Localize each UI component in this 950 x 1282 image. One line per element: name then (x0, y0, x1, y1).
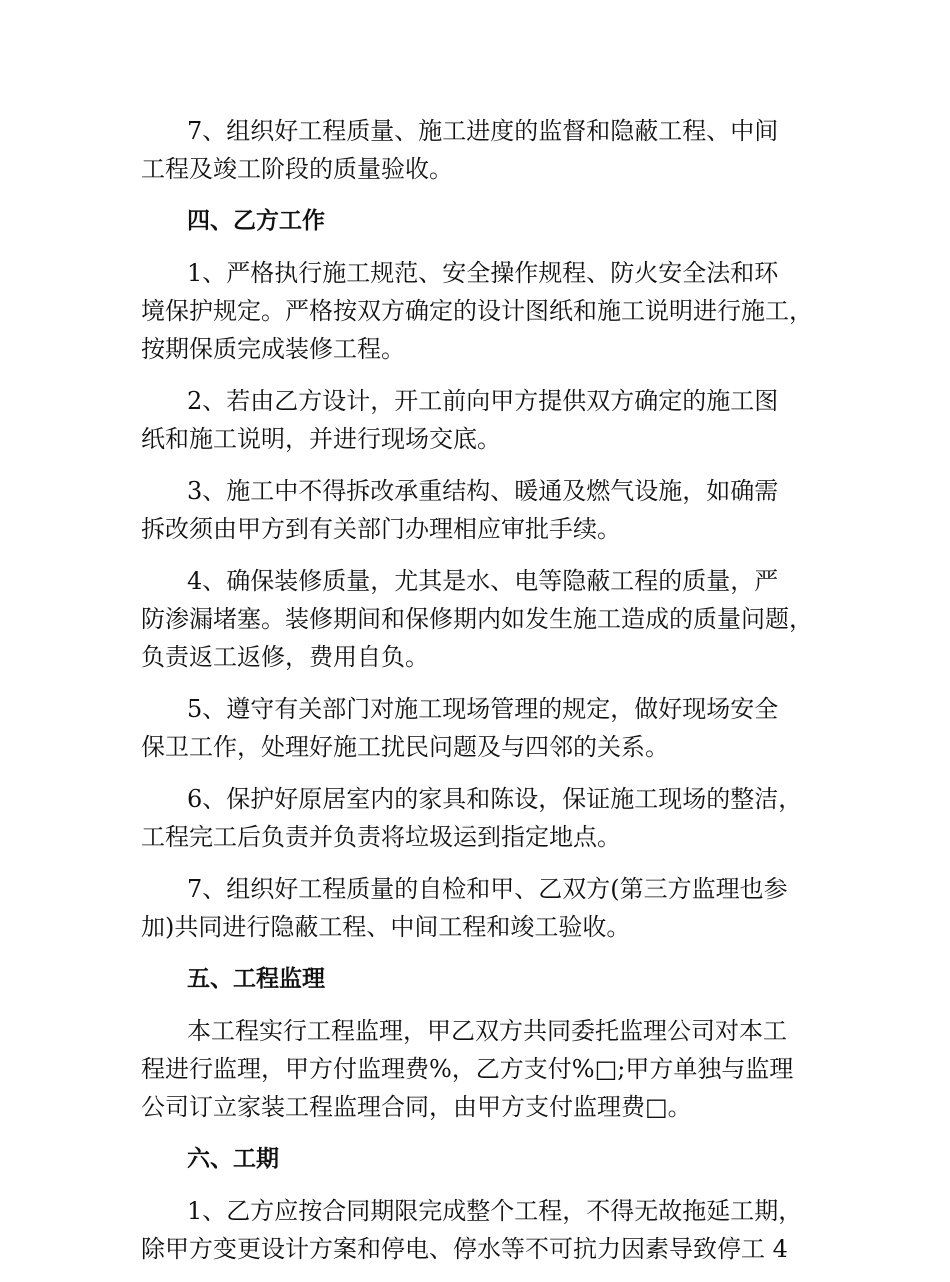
paragraph-1-regulations (141, 254, 831, 368)
text-line: 负责返工返修，费用自负。 (141, 643, 429, 671)
text-line: 境保护规定。严格按双方确定的设计图纸和施工说明进行施工， (141, 297, 813, 325)
paragraph-6-cleanliness (141, 780, 831, 856)
text-line: 5、遵守有关部门对施工现场管理的规定，做好现场安全 (187, 695, 779, 723)
text-line: 除甲方变更设计方案和停电、停水等不可抗力因素导致停工 4 (141, 1235, 788, 1263)
paragraph-1-schedule (141, 1192, 831, 1268)
text-line: 2、若由乙方设计，开工前向甲方提供双方确定的施工图 (187, 387, 779, 415)
section-heading-5: 五、工程监理 (187, 966, 325, 992)
paragraph-7-supervision (141, 112, 831, 188)
paragraph-4-quality (141, 562, 831, 676)
paragraph-3-structure (141, 472, 831, 548)
section-heading-4: 四、乙方工作 (187, 208, 325, 234)
section-heading-6: 六、工期 (187, 1146, 279, 1172)
text-line: 4、确保装修质量，尤其是水、电等隐蔽工程的质量，严 (187, 567, 779, 595)
text-line: 1、乙方应按合同期限完成整个工程，不得无故拖延工期， (187, 1197, 803, 1225)
text-line: 公司订立家装工程监理合同，由甲方支付监理费□。 (141, 1093, 692, 1121)
text-line: 本工程实行工程监理，甲乙双方共同委托监理公司对本工 (187, 1017, 787, 1045)
text-line: 按期保质完成装修工程。 (141, 335, 405, 363)
paragraph-supervision-fee (141, 1012, 831, 1126)
text-line: 程进行监理，甲方付监理费%，乙方支付%□;甲方单独与监理 (141, 1055, 794, 1083)
text-line: 保卫工作，处理好施工扰民问题及与四邻的关系。 (141, 733, 669, 761)
text-line: 纸和施工说明，并进行现场交底。 (141, 425, 501, 453)
text-line: 1、严格执行施工规范、安全操作规程、防火安全法和环 (187, 259, 779, 287)
text-line: 加)共同进行隐蔽工程、中间工程和竣工验收。 (141, 913, 631, 941)
document-body (141, 112, 831, 1282)
text-line: 7、组织好工程质量、施工进度的监督和隐蔽工程、中间 (187, 117, 779, 145)
text-line: 工程及竣工阶段的质量验收。 (141, 155, 453, 183)
text-line: 6、保护好原居室内的家具和陈设，保证施工现场的整洁， (187, 785, 803, 813)
text-line: 拆改须由甲方到有关部门办理相应审批手续。 (141, 515, 621, 543)
text-line: 7、组织好工程质量的自检和甲、乙双方(第三方监理也参 (187, 875, 788, 903)
text-line: 防渗漏堵塞。装修期间和保修期内如发生施工造成的质量问题， (141, 605, 813, 633)
paragraph-5-site-rules (141, 690, 831, 766)
text-line: 工程完工后负责并负责将垃圾运到指定地点。 (141, 823, 621, 851)
text-line: 3、施工中不得拆改承重结构、暖通及燃气设施，如确需 (187, 477, 779, 505)
paragraph-7-inspection (141, 870, 831, 946)
paragraph-2-design (141, 382, 831, 458)
